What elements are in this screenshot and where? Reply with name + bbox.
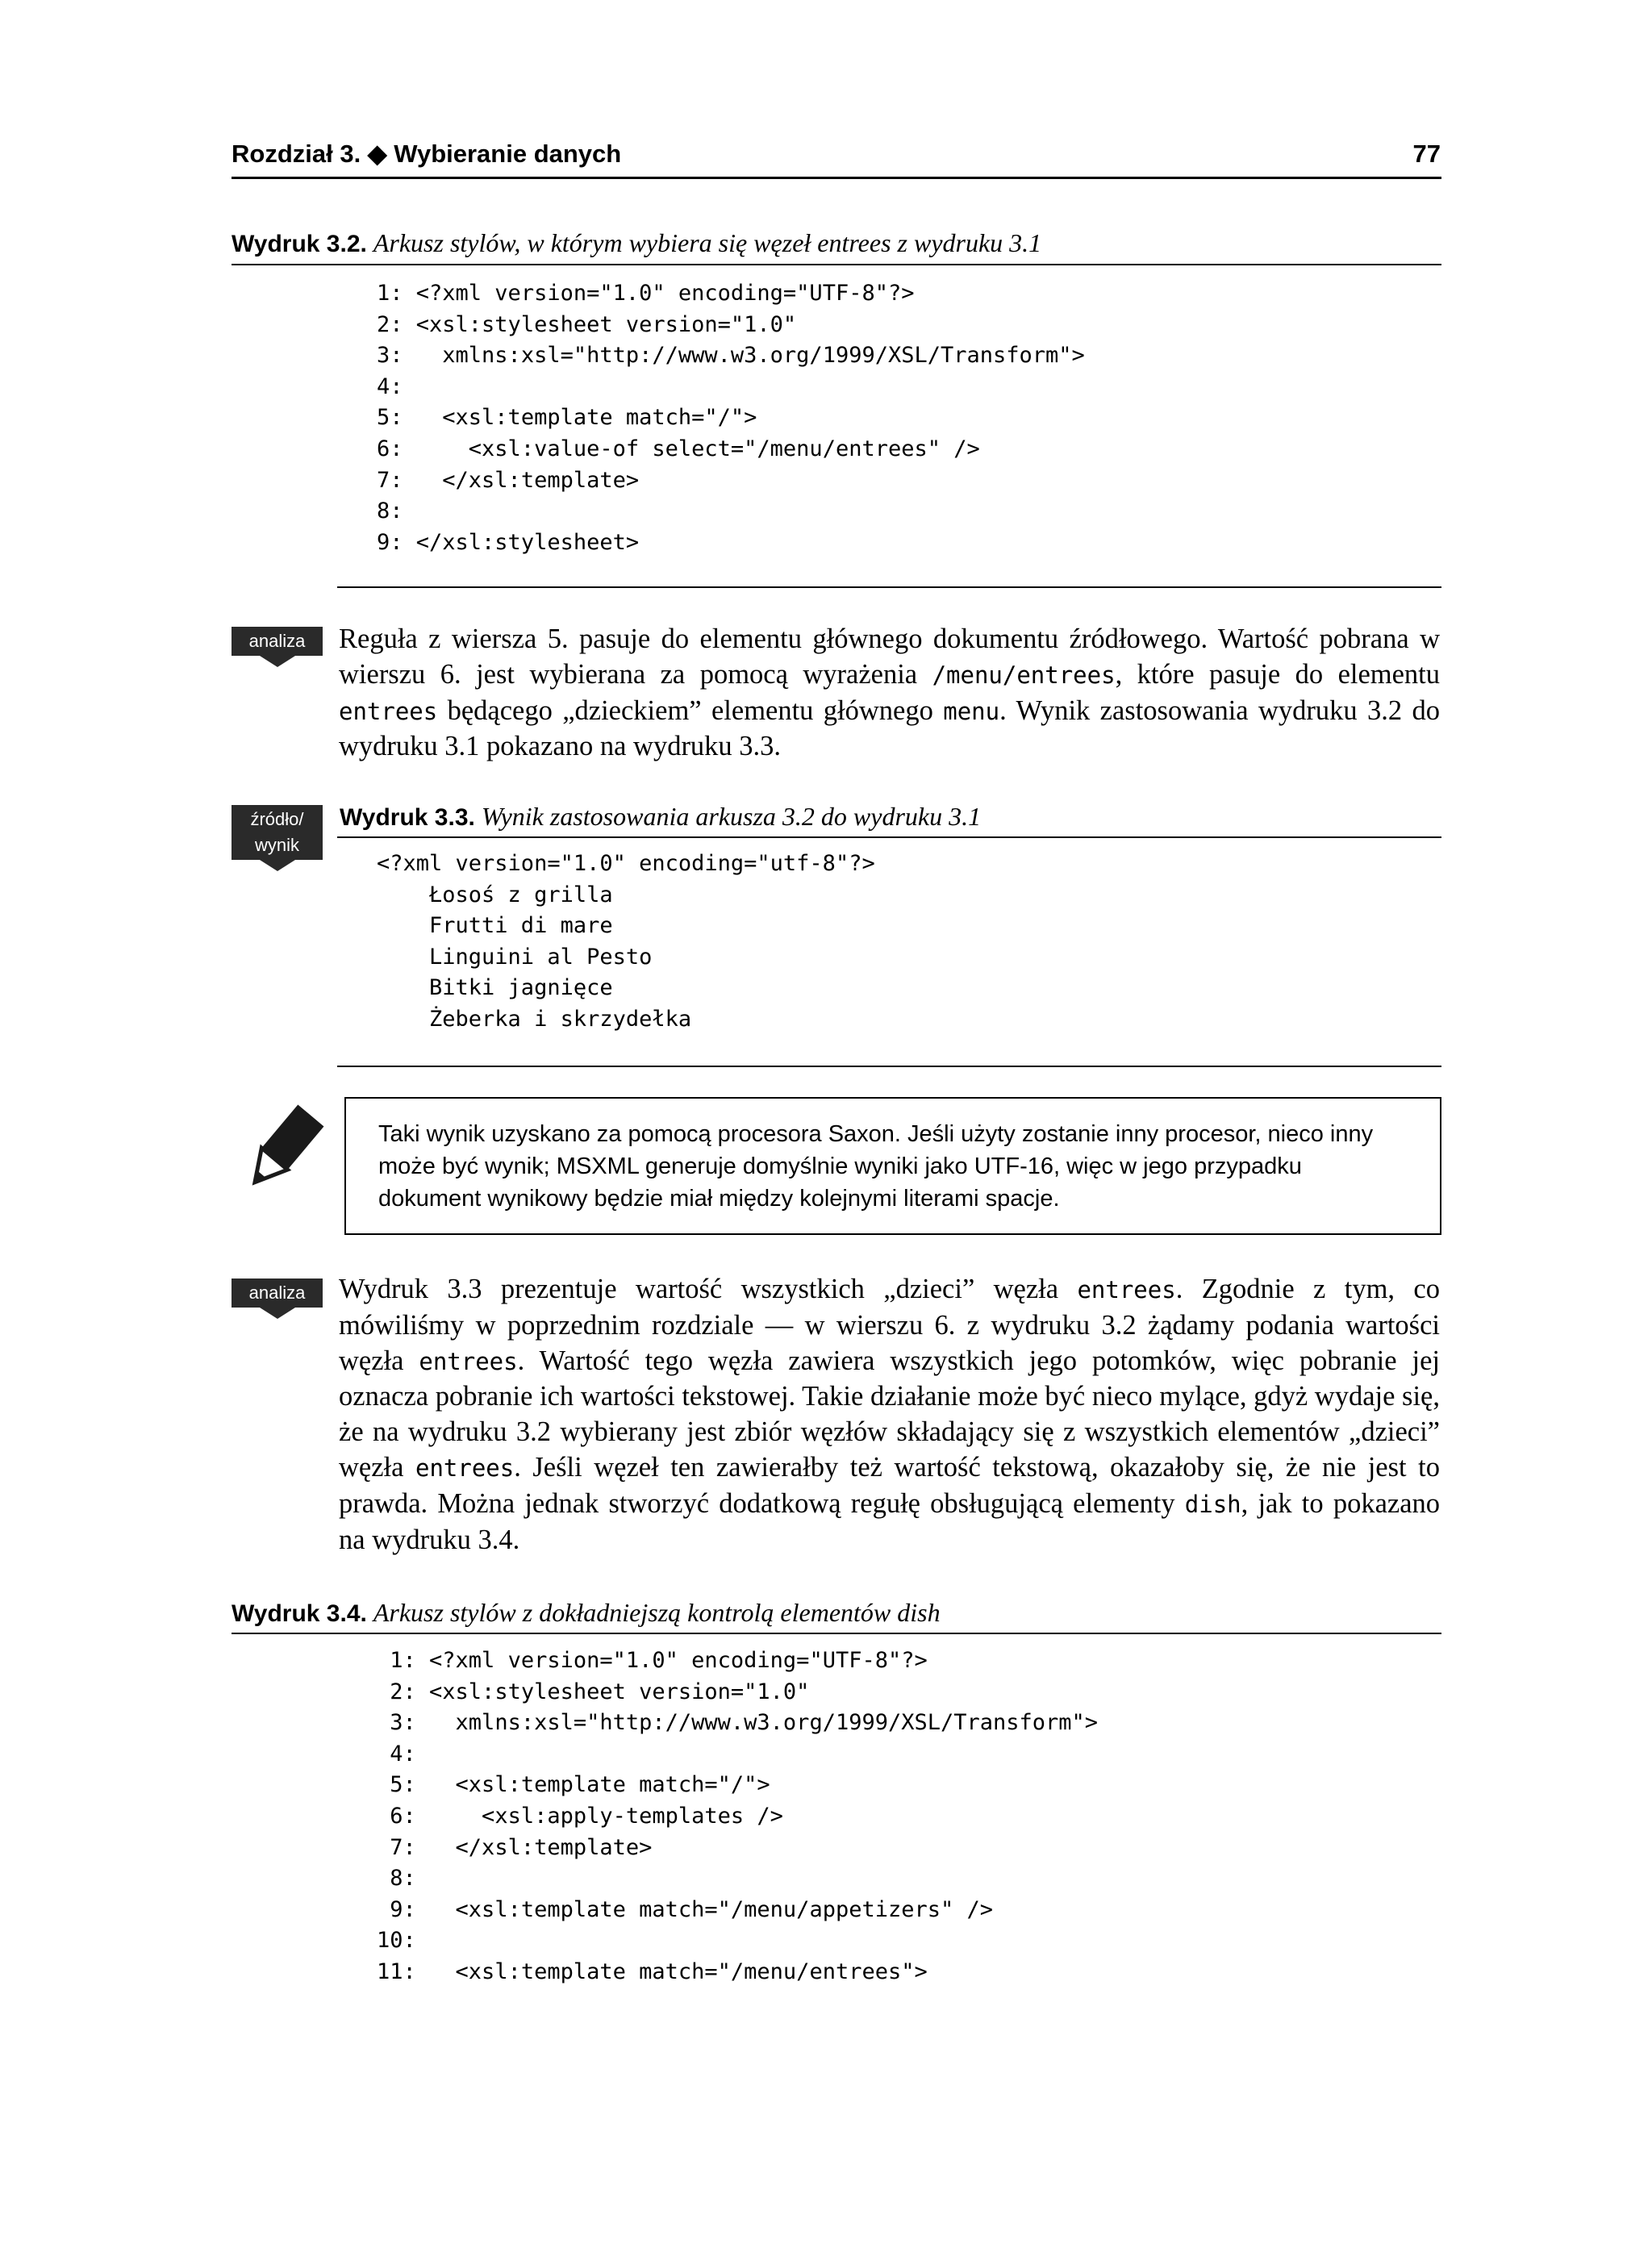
- code-line: [377, 340, 1085, 372]
- line-number: 2:: [377, 311, 403, 337]
- output-line: Bitki jagnięce: [377, 975, 613, 1001]
- code-line: [377, 496, 1085, 528]
- analiza-icon: analiza: [232, 627, 323, 656]
- line-number: 9:: [377, 1896, 416, 1922]
- code-text: <xsl:template match="/menu/appetizers" />: [415, 1896, 994, 1922]
- analysis-paragraph: Wydruk 3.3 prezentuje wartość wszystkich „dzieci” węzła entrees. Zgodnie z tym, co mówiliśmy w poprzednim rozdziale — w wierszu 6. z wydruku 3.2 żądamy podania wartości węzła entrees. Wartość tego węzła zawiera wszystkich jego potomków, więc pobranie jej oznacza pobranie ich wartości tekstowej. Takie działanie może być nieco mylące, gdyż wydaje się, że na wydruku 3.2 wybierany jest zbiór węzłów składający się z wszystkich elementów „dzieci” węzła entrees. Jeśli węzeł ten zawierałby też wartość tekstową, okazałoby się, że nie jest to prawda. Można jednak stworzyć dodatkową regułę obsługującą elementy dish, jak to pokazano na wydruku 3.4.: [339, 1274, 1441, 1555]
- line-number: 6:: [377, 436, 403, 461]
- line-number: 1:: [377, 281, 403, 306]
- code-text: <xsl:template match="/">: [415, 1772, 770, 1798]
- listing-top-rule: [337, 836, 1441, 838]
- code-text: <xsl:value-of select="/menu/entrees" />: [403, 436, 980, 461]
- code-line: [377, 372, 1085, 403]
- analysis-paragraph: Reguła z wiersza 5. pasuje do elementu głównego dokumentu źródłowego. Wartość pobrana w wierszu 6. jest wybierana za pomocą wyrażenia /menu/entrees, które pasuje do elementu entrees będącego „dzieckiem” elementu głównego menu. Wynik zastosowania wydruku 3.2 do wydruku 3.1 pokazano na wydruku 3.3.: [339, 624, 1441, 762]
- code-text: </xsl:stylesheet>: [403, 529, 640, 555]
- output-line: Linguini al Pesto: [377, 944, 653, 970]
- listing-title: Wynik zastosowania arkusza 3.2 do wydruku 3.1: [481, 802, 982, 831]
- code-line: [377, 1833, 1098, 1864]
- code-line: [377, 1770, 1098, 1801]
- code-text: <?xml version="1.0" encoding="UTF-8"?>: [415, 1648, 928, 1673]
- line-number: 8:: [377, 1866, 416, 1892]
- line-number: 3:: [377, 1710, 416, 1736]
- line-number: 3:: [377, 343, 403, 369]
- zrodlo-wynik-icon: źródło/ wynik: [232, 805, 323, 860]
- code-text: [403, 498, 416, 523]
- code-line: [377, 1863, 1098, 1895]
- inline-code: entrees: [1077, 1276, 1176, 1304]
- code-line: [377, 1677, 1098, 1708]
- inline-code: menu: [943, 697, 1000, 725]
- listing-3-4-code: [377, 1646, 1098, 1988]
- code-line: [377, 465, 1085, 497]
- inline-code: entrees: [339, 697, 438, 725]
- code-text: [416, 1928, 429, 1953]
- listing-bottom-rule: [337, 1066, 1441, 1067]
- listing-top-rule: [232, 264, 1441, 265]
- code-text: xmlns:xsl="http://www.w3.org/1999/XSL/Transform">: [403, 343, 1085, 369]
- line-number: 5:: [377, 405, 403, 431]
- listing-3-3-caption: [340, 799, 981, 836]
- inline-code: entrees: [415, 1454, 515, 1482]
- line-number: 4:: [377, 373, 403, 399]
- code-line: [377, 528, 1085, 559]
- line-number: 2:: [377, 1679, 416, 1704]
- inline-code: /menu/entrees: [932, 661, 1116, 689]
- listing-number: Wydruk 3.2.: [232, 231, 367, 257]
- code-text: [403, 374, 416, 399]
- code-text: [416, 1742, 429, 1767]
- code-line: [377, 403, 1085, 434]
- line-number: 7:: [377, 1834, 416, 1860]
- code-text: xmlns:xsl="http://www.w3.org/1999/XSL/Transform">: [415, 1710, 1099, 1736]
- code-line: [377, 278, 1085, 310]
- code-line: [377, 1646, 1098, 1677]
- code-text: <xsl:template match="/menu/entrees">: [415, 1958, 928, 1984]
- listing-3-4-caption: [232, 1595, 941, 1632]
- line-number: 8:: [377, 498, 403, 524]
- code-text: <xsl:stylesheet version="1.0": [403, 311, 797, 337]
- output-line: <?xml version="1.0" encoding="utf-8"?>: [377, 851, 875, 876]
- listing-bottom-rule: [337, 586, 1441, 588]
- code-line: [377, 310, 1085, 341]
- line-number: 4:: [377, 1741, 416, 1767]
- output-line: Frutti di mare: [377, 913, 613, 939]
- listing-number: Wydruk 3.3.: [340, 804, 475, 831]
- code-line: [377, 1801, 1098, 1833]
- page-number: 77: [1412, 140, 1441, 168]
- header-rule: [232, 177, 1441, 179]
- output-line: Żeberka i skrzydełka: [377, 1006, 692, 1032]
- code-text: <xsl:stylesheet version="1.0": [415, 1679, 810, 1704]
- code-text: <?xml version="1.0" encoding="UTF-8"?>: [403, 281, 915, 306]
- code-text: <xsl:template match="/">: [403, 405, 757, 431]
- listing-3-2-caption: [232, 225, 1041, 262]
- code-text: <xsl:apply-templates />: [415, 1803, 783, 1829]
- running-header-chapter: Rozdział 3. ◆ Wybieranie danych: [232, 140, 622, 168]
- pencil-icon: [236, 1104, 326, 1197]
- line-number: 10:: [377, 1928, 416, 1954]
- code-line: [377, 1708, 1098, 1739]
- inline-code: dish: [1184, 1490, 1241, 1518]
- line-number: 11:: [377, 1958, 416, 1984]
- analiza-icon: analiza: [232, 1278, 323, 1308]
- listing-title: Arkusz stylów z dokładniejszą kontrolą elementów dish: [373, 1598, 941, 1627]
- code-line: [377, 1895, 1098, 1926]
- line-number: 9:: [377, 529, 403, 555]
- listing-3-2-code: [377, 278, 1085, 558]
- code-line: [377, 1925, 1098, 1957]
- code-text: [416, 1866, 429, 1891]
- line-number: 1:: [377, 1648, 416, 1673]
- output-line: Łosoś z grilla: [377, 882, 613, 907]
- listing-number: Wydruk 3.4.: [232, 1600, 367, 1627]
- note-text: Taki wynik uzyskano za pomocą procesora Saxon. Jeśli użyty zostanie inny procesor, nieco inny może być wynik; MSXML generuje domyślnie wyniki jako UTF-16, więc w jego przypadku dokument wynikowy będzie miał między kolejnymi literami spacje.: [378, 1121, 1374, 1212]
- listing-3-3-code: [377, 849, 875, 1036]
- code-line: [377, 1739, 1098, 1771]
- line-number: 5:: [377, 1772, 416, 1798]
- code-text: </xsl:template>: [403, 467, 640, 493]
- listing-top-rule: [232, 1633, 1441, 1634]
- code-line: [377, 1957, 1098, 1988]
- listing-title: Arkusz stylów, w którym wybiera się węzeł entrees z wydruku 3.1: [373, 228, 1042, 257]
- code-line: [377, 434, 1085, 465]
- line-number: 7:: [377, 467, 403, 493]
- line-number: 6:: [377, 1803, 416, 1829]
- code-text: </xsl:template>: [415, 1834, 653, 1860]
- inline-code: entrees: [419, 1347, 518, 1375]
